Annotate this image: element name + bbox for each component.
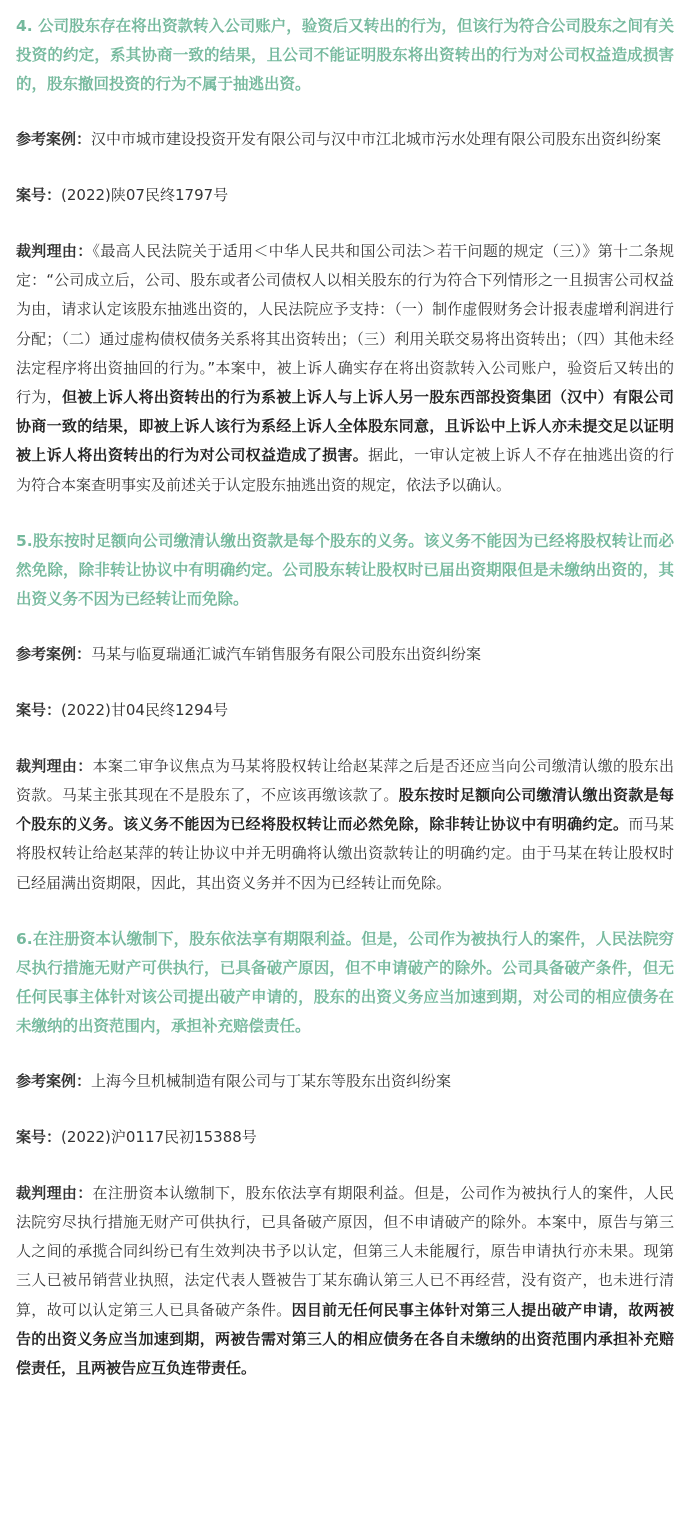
- case-number-label: 案号：: [16, 700, 62, 719]
- section-heading: 4. 公司股东存在将出资款转入公司账户，验资后又转出的行为，但该行为符合公司股东之间有关投资的约定，系其协商一致的结果，且公司不能证明股东将出资转出的行为对公司权益造成损害的，股东撤回投资的行为不属于抽逃出资。: [16, 17, 674, 93]
- case-label: 参考案例：: [16, 1071, 92, 1090]
- reason-label: 裁判理由：: [16, 756, 93, 775]
- judgment-reason: [16, 1179, 674, 1383]
- reason-label: 裁判理由：: [16, 242, 93, 260]
- section-heading: 6.在注册资本认缴制下，股东依法享有期限利益。但是，公司作为被执行人的案件，人民法院穷尽执行措施无财产可供执行，已具备破产原因，但不申请破产的除外。公司具备破产条件，但无任何民事主体针对该公司提出破产申请的，股东的出资义务应当加速到期，对公司的相应债务在未缴纳的出资范围内，承担补充赔偿责任。: [16, 929, 674, 1035]
- case-number-line: [16, 1123, 674, 1152]
- judgment-reason: [16, 237, 674, 500]
- case-name: 汉中市城市建设投资开发有限公司与汉中市江北城市污水处理有限公司股东出资纠纷案: [91, 130, 662, 148]
- case-name: 上海今旦机械制造有限公司与丁某东等股东出资纠纷案: [91, 1071, 452, 1090]
- reference-case: [16, 1067, 674, 1096]
- reason-text: 《最高人民法院关于适用＜中华人民共和国公司法＞若干问题的规定（三）》第十二条规定：“公司成立后，公司、股东或者公司债权人以相关股东的行为符合下列情形之一且损害公司权益为由，请求认定该股东抽逃出资的，人民法院应予支持：（一）制作虚假财务会计报表虚增利润进行分配；（二）通过虚构债权债务关系将其出资转出；（三）利用关联交易将出资转出；（四）其他未经法定程序将出资抽回的行为。”本案中，被上诉人确实存在将出资款转入公司账户，验资后又转出的行为，: [16, 242, 674, 407]
- case-name: 马某与临夏瑞通汇诚汽车销售服务有限公司股东出资纠纷案: [91, 644, 482, 663]
- reason-text-bold: 股东按时足额向公司缴清认缴出资款是每个股东的义务。该义务不能因为已经将股权转让而必然免除，除非转让协议中有明确约定。: [16, 786, 674, 834]
- judgment-reason: [16, 752, 674, 898]
- case-label: 参考案例：: [16, 644, 92, 663]
- reference-case: [16, 640, 674, 669]
- case-number-label: 案号：: [16, 1127, 62, 1146]
- reason-text-bold: 因目前无任何民事主体针对第三人提出破产申请，故两被告的出资义务应当加速到期，两被告需对第三人的相应债务在各自未缴纳的出资范围内承担补充赔偿责任，且两被告应互负连带责任。: [16, 1300, 674, 1378]
- case-number: (2022)陕07民终1797号: [61, 186, 229, 204]
- case-number-line: [16, 696, 674, 725]
- reason-text: 在注册资本认缴制下，股东依法享有期限利益。但是，公司作为被执行人的案件，人民法院穷尽执行措施无财产可供执行，已具备破产原因，但不申请破产的除外。本案中，原告与第三人之间的承揽合同纠纷已有生效判决书予以认定，但第三人未能履行，原告申请执行亦未果。现第三人已被吊销营业执照，法定代表人暨被告丁某东确认第三人已不再经营，没有资产，也未进行清算，故可以认定第三人已具备破产条件。: [16, 1183, 674, 1319]
- section-heading: 5.股东按时足额向公司缴清认缴出资款是每个股东的义务。该义务不能因为已经将股权转让而必然免除，除非转让协议中有明确约定。公司股东转让股权时已届出资期限但是未缴纳出资的，其出资义务不因为已经转让而免除。: [16, 531, 674, 608]
- case-label: 参考案例：: [16, 130, 92, 148]
- reason-text-bold: 但被上诉人将出资转出的行为系被上诉人与上诉人另一股东西部投资集团（汉中）有限公司协商一致的结果，即被上诉人该行为系经上诉人全体股东同意，且诉讼中上诉人亦未提交足以证明被上诉人将出资转出的行为对公司权益造成了损害。: [16, 388, 674, 465]
- reference-case: [16, 125, 674, 154]
- reason-label: 裁判理由：: [16, 1183, 93, 1202]
- case-number: (2022)甘04民终1294号: [61, 700, 229, 719]
- case-number-line: [16, 181, 674, 210]
- reason-text: 据此，一审认定被上诉人不存在抽逃出资的行为符合本案查明事实及前述关于认定股东抽逃出资的规定，依法予以确认。: [16, 446, 674, 494]
- case-number-label: 案号：: [16, 186, 62, 204]
- case-number: (2022)沪0117民初15388号: [61, 1127, 257, 1146]
- reason-text: 而马某将股权转让给赵某萍的转让协议中并无明确将认缴出资款转让的明确约定。由于马某在转让股权时已经届满出资期限，因此，其出资义务并不因为已经转让而免除。: [16, 815, 674, 892]
- reason-text: 本案二审争议焦点为马某将股权转让给赵某萍之后是否还应当向公司缴清认缴的股东出资款。马某主张其现在不是股东了，不应该再缴该款了。: [16, 756, 674, 805]
